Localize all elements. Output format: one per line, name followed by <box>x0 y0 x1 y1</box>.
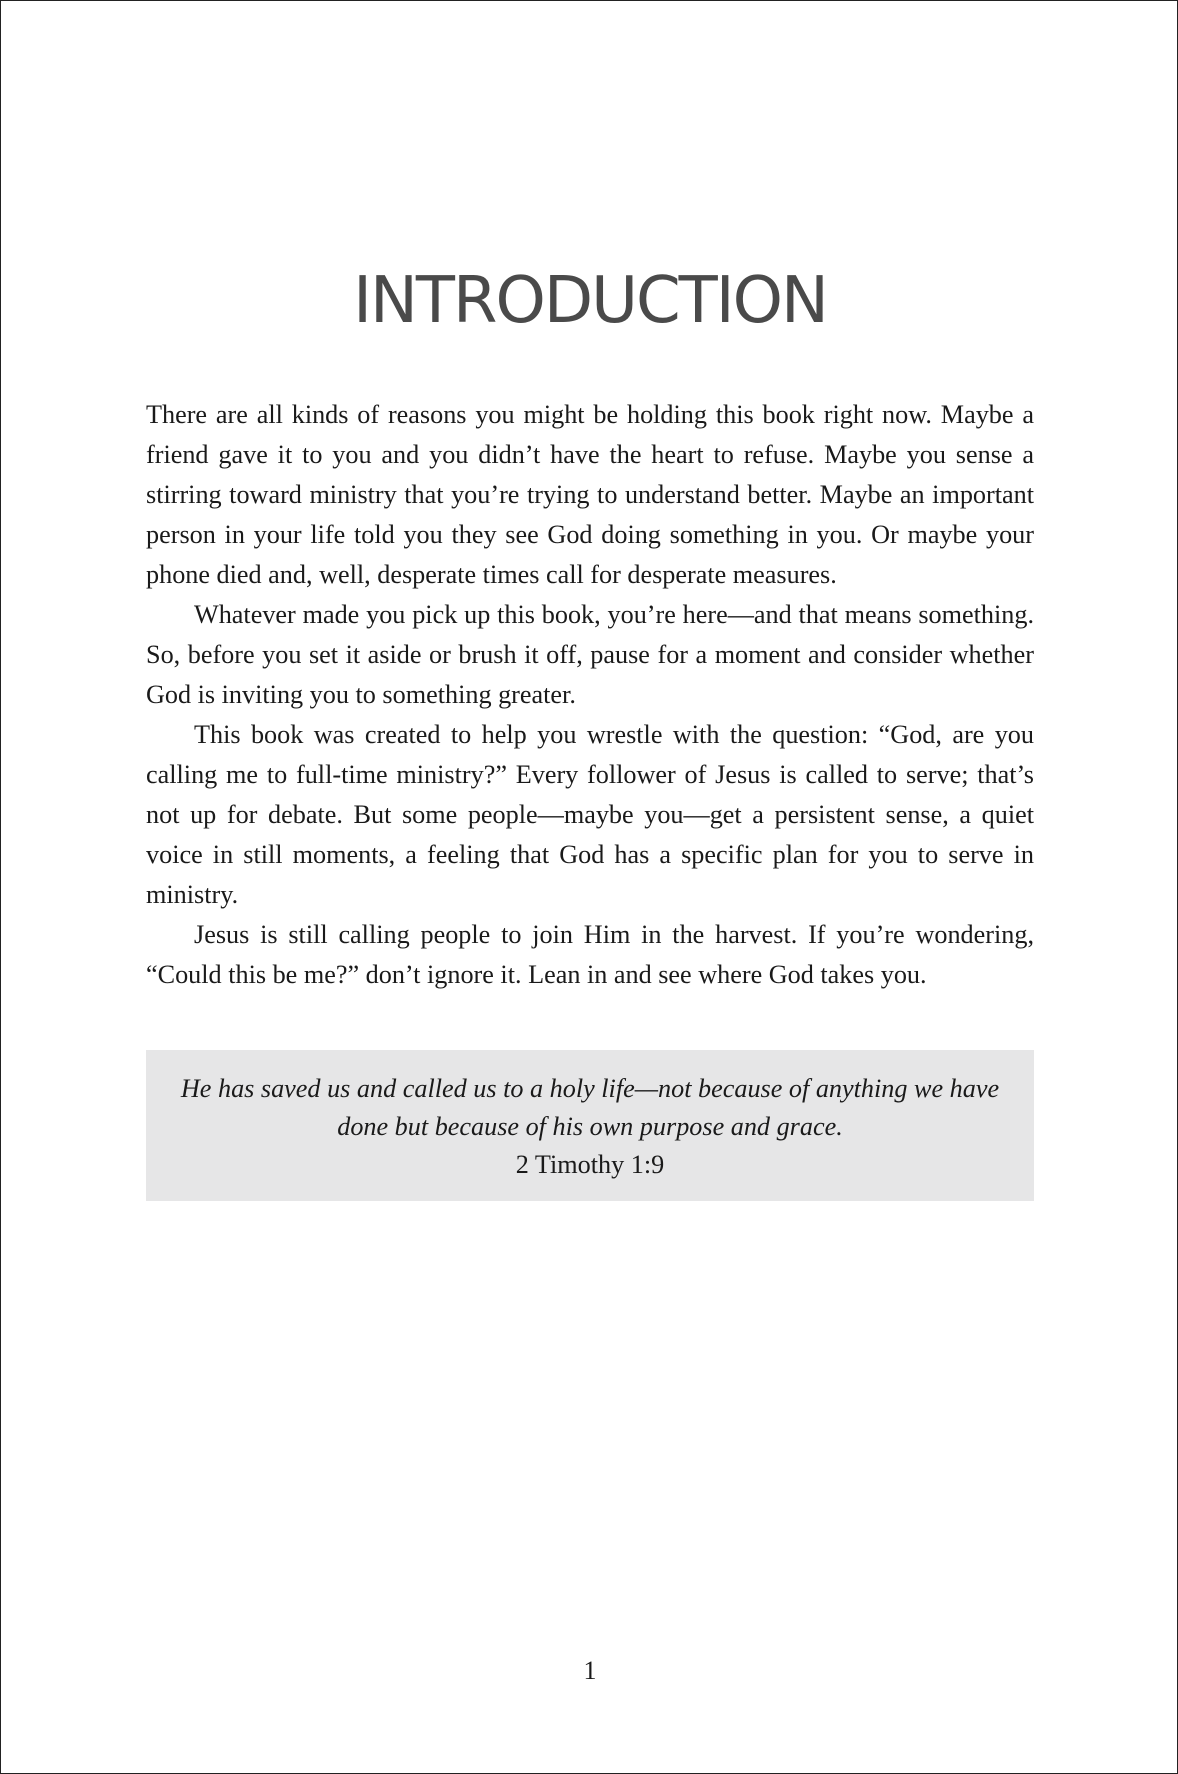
page-number: 1 <box>583 1656 597 1685</box>
body-text <box>146 395 1034 995</box>
paragraph: Jesus is still calling people to join Him in the harvest. If you’re wondering, “Could this be me?” don’t ignore it. Lean in and see where God takes you. <box>146 920 1034 989</box>
paragraph: There are all kinds of reasons you might be holding this book right now. Maybe a friend gave it to you and you didn’t have the heart to refuse. Maybe you sense a stirring toward ministry that you’re trying to understand better. Maybe an important person in your life told you they see God doing something in you. Or maybe your phone died and, well, desperate times call for desperate measures. <box>146 400 1034 589</box>
paragraph: Whatever made you pick up this book, you’re here—and that means something. So, before you set it aside or brush it off, pause for a moment and consider whether God is inviting you to something greater. <box>146 600 1034 709</box>
scripture-callout <box>146 1050 1034 1201</box>
scripture-quote: He has saved us and called us to a holy life—not because of anything we have done but because of his own purpose and grace. <box>180 1074 1000 1141</box>
page-title: INTRODUCTION <box>353 264 827 338</box>
scripture-reference: 2 Timothy 1:9 <box>515 1150 665 1179</box>
paragraph: This book was created to help you wrestle with the question: “God, are you calling me to full-time ministry?” Every follower of Jesus is called to serve; that’s not up for debate. But some people—maybe you—get a persistent sense, a quiet voice in still moments, a feeling that God has a specific plan for you to serve in ministry. <box>146 720 1034 909</box>
